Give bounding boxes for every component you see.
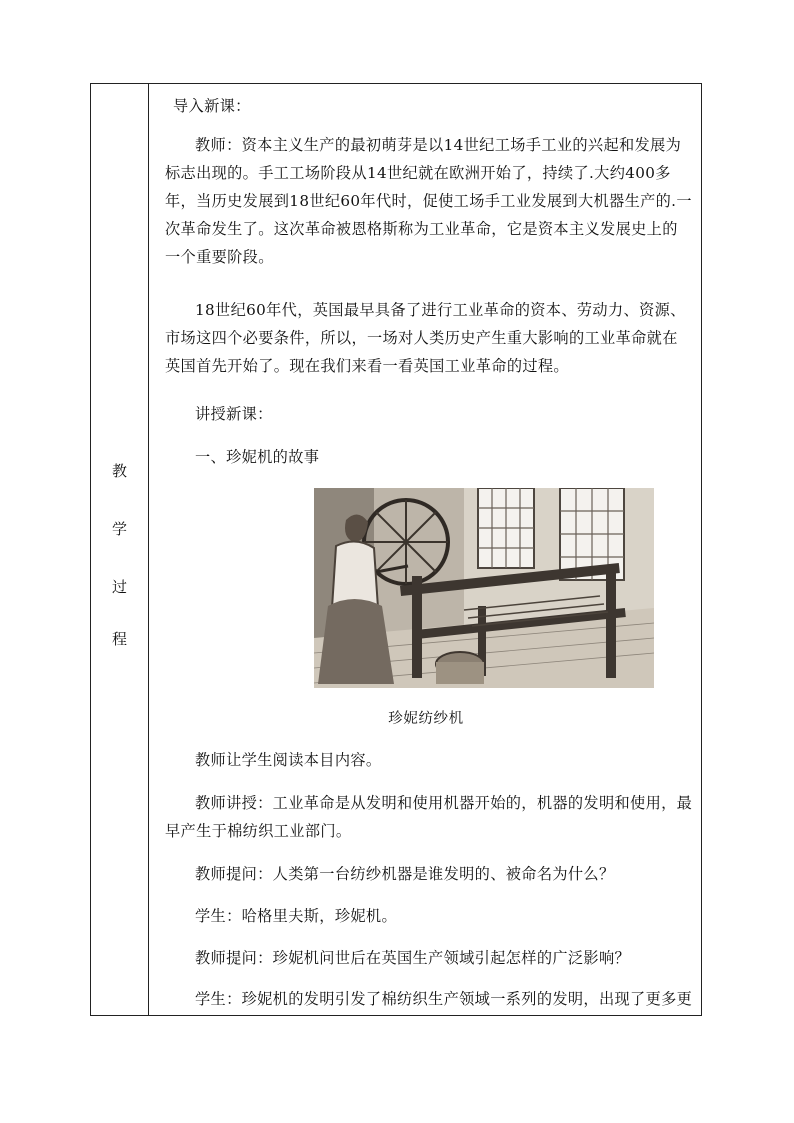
paragraph-conditions: 18世纪60年代，英国最早具备了进行工业革命的资本、劳动力、资源、市场这四个必要条件，所以，一场对人类历史产生重大影响的工业革命就在英国首先开始了。现在我们来看一看英国工业革命的过程。 (165, 301, 686, 375)
lesson-content-cell (149, 84, 701, 1015)
paragraph-lecture: 教师讲授：工业革命是从发明和使用机器开始的，机器的发明和使用，最早产生于棉纺织工业部门。 (165, 794, 693, 840)
paragraph-question-2: 教师提问：珍妮机问世后在英国生产领域引起怎样的广泛影响？ (195, 949, 631, 967)
left-label-column (91, 84, 149, 1015)
section-title: 一、珍妮机的故事 (195, 448, 320, 466)
left-label-char: 过 (111, 578, 127, 596)
left-label-char: 教 (111, 462, 127, 480)
left-label-char: 学 (111, 520, 127, 538)
paragraph-answer-2: 学生：珍妮机的发明引发了棉纺织生产领域一系列的发明，出现了更多更 (195, 990, 693, 1008)
lesson-table (90, 83, 702, 1016)
paragraph-reading: 教师让学生阅读本目内容。 (195, 751, 382, 769)
paragraph-answer-1: 学生：哈格里夫斯，珍妮机。 (195, 907, 397, 925)
paragraph-question-1: 教师提问：人类第一台纺纱机器是谁发明的、被命名为什么？ (195, 865, 615, 883)
paragraph-intro-teacher: 教师：资本主义生产的最初萌芽是以14世纪工场手工业的兴起和发展为标志出现的。手工工场阶段从14世纪就在欧洲开始了，持续了.大约400多年，当历史发展到18世纪60年代时，促使工场手工业发展到大机器生产的.一次革命发生了。这次革命被恩格斯称为工业革命，它是资本主义发展史上的一个重要阶段。 (165, 136, 692, 266)
left-label-char: 程 (111, 630, 127, 648)
spinning-jenny-illustration (314, 488, 654, 688)
intro-heading: 导入新课： (173, 97, 251, 115)
figure-caption: 珍妮纺纱机 (388, 711, 464, 727)
lecture-heading: 讲授新课： (195, 405, 273, 423)
